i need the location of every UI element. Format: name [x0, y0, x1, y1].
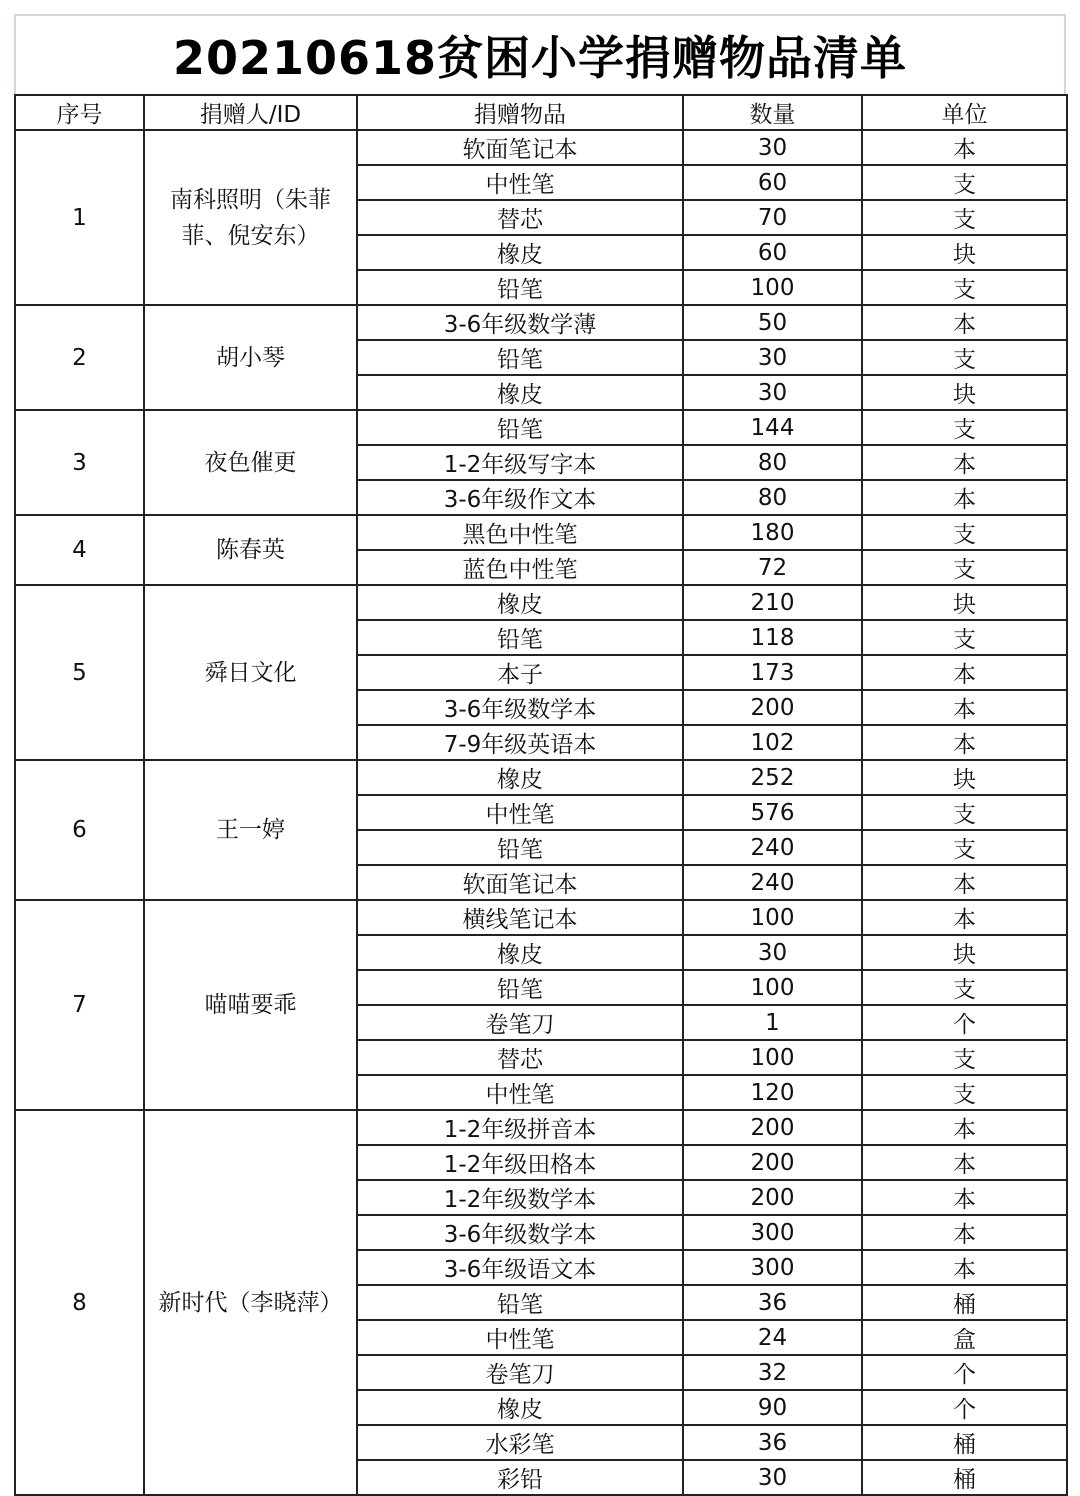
item-cell: 橡皮 [357, 235, 683, 270]
qty-cell: 30 [683, 340, 862, 375]
unit-cell: 块 [862, 235, 1067, 270]
qty-cell: 30 [683, 1460, 862, 1495]
seq-cell: 6 [15, 760, 144, 900]
unit-cell: 支 [862, 970, 1067, 1005]
item-cell: 水彩笔 [357, 1425, 683, 1460]
qty-cell: 32 [683, 1355, 862, 1390]
item-cell: 铅笔 [357, 620, 683, 655]
header-row [15, 95, 1067, 130]
unit-cell: 本 [862, 900, 1067, 935]
qty-cell: 120 [683, 1075, 862, 1110]
donor-cell: 新时代（李晓萍） [144, 1110, 357, 1495]
seq-cell: 3 [15, 410, 144, 515]
seq-cell: 8 [15, 1110, 144, 1495]
table-row [15, 130, 1067, 165]
qty-cell: 240 [683, 830, 862, 865]
header-unit: 单位 [862, 95, 1067, 130]
unit-cell: 桶 [862, 1460, 1067, 1495]
unit-cell: 本 [862, 480, 1067, 515]
unit-cell: 个 [862, 1355, 1067, 1390]
unit-cell: 本 [862, 690, 1067, 725]
qty-cell: 144 [683, 410, 862, 445]
qty-cell: 80 [683, 480, 862, 515]
item-cell: 橡皮 [357, 760, 683, 795]
donor-cell: 王一婷 [144, 760, 357, 900]
donor-cell: 胡小琴 [144, 305, 357, 410]
unit-cell: 支 [862, 1075, 1067, 1110]
seq-cell: 1 [15, 130, 144, 305]
seq-cell: 7 [15, 900, 144, 1110]
item-cell: 1-2年级田格本 [357, 1145, 683, 1180]
unit-cell: 个 [862, 1005, 1067, 1040]
seq-cell: 2 [15, 305, 144, 410]
unit-cell: 支 [862, 1040, 1067, 1075]
unit-cell: 本 [862, 130, 1067, 165]
unit-cell: 本 [862, 865, 1067, 900]
qty-cell: 90 [683, 1390, 862, 1425]
qty-cell: 1 [683, 1005, 862, 1040]
unit-cell: 支 [862, 270, 1067, 305]
table-row [15, 410, 1067, 445]
item-cell: 本子 [357, 655, 683, 690]
unit-cell: 支 [862, 620, 1067, 655]
table-row [15, 515, 1067, 550]
item-cell: 1-2年级写字本 [357, 445, 683, 480]
unit-cell: 块 [862, 760, 1067, 795]
qty-cell: 300 [683, 1215, 862, 1250]
qty-cell: 80 [683, 445, 862, 480]
qty-cell: 50 [683, 305, 862, 340]
unit-cell: 支 [862, 515, 1067, 550]
unit-cell: 本 [862, 1215, 1067, 1250]
item-cell: 黑色中性笔 [357, 515, 683, 550]
item-cell: 卷笔刀 [357, 1355, 683, 1390]
unit-cell: 本 [862, 655, 1067, 690]
item-cell: 铅笔 [357, 340, 683, 375]
unit-cell: 本 [862, 1180, 1067, 1215]
item-cell: 橡皮 [357, 935, 683, 970]
header-item: 捐赠物品 [357, 95, 683, 130]
item-cell: 橡皮 [357, 1390, 683, 1425]
item-cell: 软面笔记本 [357, 130, 683, 165]
item-cell: 铅笔 [357, 830, 683, 865]
qty-cell: 200 [683, 1145, 862, 1180]
item-cell: 中性笔 [357, 165, 683, 200]
header-donor: 捐赠人/ID [144, 95, 357, 130]
donor-cell: 舜日文化 [144, 585, 357, 760]
seq-cell: 5 [15, 585, 144, 760]
item-cell: 橡皮 [357, 585, 683, 620]
item-cell: 彩铅 [357, 1460, 683, 1495]
qty-cell: 102 [683, 725, 862, 760]
donation-sheet [14, 14, 1066, 1496]
qty-cell: 36 [683, 1285, 862, 1320]
item-cell: 1-2年级拼音本 [357, 1110, 683, 1145]
header-qty: 数量 [683, 95, 862, 130]
unit-cell: 本 [862, 725, 1067, 760]
qty-cell: 100 [683, 900, 862, 935]
unit-cell: 支 [862, 165, 1067, 200]
header-seq: 序号 [15, 95, 144, 130]
unit-cell: 块 [862, 375, 1067, 410]
unit-cell: 支 [862, 830, 1067, 865]
qty-cell: 173 [683, 655, 862, 690]
donor-cell: 喵喵要乖 [144, 900, 357, 1110]
item-cell: 软面笔记本 [357, 865, 683, 900]
item-cell: 替芯 [357, 1040, 683, 1075]
unit-cell: 块 [862, 585, 1067, 620]
qty-cell: 240 [683, 865, 862, 900]
unit-cell: 本 [862, 1145, 1067, 1180]
table-row [15, 585, 1067, 620]
item-cell: 中性笔 [357, 795, 683, 830]
table-row [15, 900, 1067, 935]
qty-cell: 30 [683, 130, 862, 165]
table-body [15, 130, 1067, 1495]
item-cell: 3-6年级数学本 [357, 1215, 683, 1250]
qty-cell: 118 [683, 620, 862, 655]
item-cell: 3-6年级语文本 [357, 1250, 683, 1285]
item-cell: 铅笔 [357, 970, 683, 1005]
unit-cell: 支 [862, 200, 1067, 235]
unit-cell: 支 [862, 550, 1067, 585]
qty-cell: 60 [683, 165, 862, 200]
unit-cell: 桶 [862, 1285, 1067, 1320]
unit-cell: 盒 [862, 1320, 1067, 1355]
qty-cell: 252 [683, 760, 862, 795]
unit-cell: 块 [862, 935, 1067, 970]
qty-cell: 24 [683, 1320, 862, 1355]
qty-cell: 30 [683, 375, 862, 410]
table-row [15, 305, 1067, 340]
donor-cell: 陈春英 [144, 515, 357, 585]
item-cell: 中性笔 [357, 1075, 683, 1110]
table-row [15, 760, 1067, 795]
qty-cell: 36 [683, 1425, 862, 1460]
qty-cell: 300 [683, 1250, 862, 1285]
unit-cell: 支 [862, 340, 1067, 375]
qty-cell: 180 [683, 515, 862, 550]
qty-cell: 72 [683, 550, 862, 585]
donor-cell: 南科照明（朱菲菲、倪安东） [144, 130, 357, 305]
qty-cell: 576 [683, 795, 862, 830]
item-cell: 蓝色中性笔 [357, 550, 683, 585]
item-cell: 1-2年级数学本 [357, 1180, 683, 1215]
unit-cell: 本 [862, 1250, 1067, 1285]
page-title: 20210618贫困小学捐赠物品清单 [14, 14, 1066, 94]
qty-cell: 30 [683, 935, 862, 970]
unit-cell: 支 [862, 410, 1067, 445]
qty-cell: 210 [683, 585, 862, 620]
item-cell: 中性笔 [357, 1320, 683, 1355]
unit-cell: 本 [862, 1110, 1067, 1145]
unit-cell: 本 [862, 445, 1067, 480]
qty-cell: 200 [683, 690, 862, 725]
qty-cell: 100 [683, 1040, 862, 1075]
item-cell: 3-6年级作文本 [357, 480, 683, 515]
qty-cell: 60 [683, 235, 862, 270]
qty-cell: 100 [683, 270, 862, 305]
unit-cell: 支 [862, 795, 1067, 830]
qty-cell: 70 [683, 200, 862, 235]
unit-cell: 桶 [862, 1425, 1067, 1460]
qty-cell: 100 [683, 970, 862, 1005]
table-row [15, 1110, 1067, 1145]
item-cell: 替芯 [357, 200, 683, 235]
item-cell: 横线笔记本 [357, 900, 683, 935]
item-cell: 7-9年级英语本 [357, 725, 683, 760]
item-cell: 铅笔 [357, 270, 683, 305]
item-cell: 3-6年级数学薄 [357, 305, 683, 340]
donation-table [14, 94, 1068, 1496]
qty-cell: 200 [683, 1180, 862, 1215]
item-cell: 铅笔 [357, 1285, 683, 1320]
unit-cell: 本 [862, 305, 1067, 340]
unit-cell: 个 [862, 1390, 1067, 1425]
donor-cell: 夜色催更 [144, 410, 357, 515]
seq-cell: 4 [15, 515, 144, 585]
item-cell: 卷笔刀 [357, 1005, 683, 1040]
item-cell: 3-6年级数学本 [357, 690, 683, 725]
item-cell: 橡皮 [357, 375, 683, 410]
qty-cell: 200 [683, 1110, 862, 1145]
item-cell: 铅笔 [357, 410, 683, 445]
